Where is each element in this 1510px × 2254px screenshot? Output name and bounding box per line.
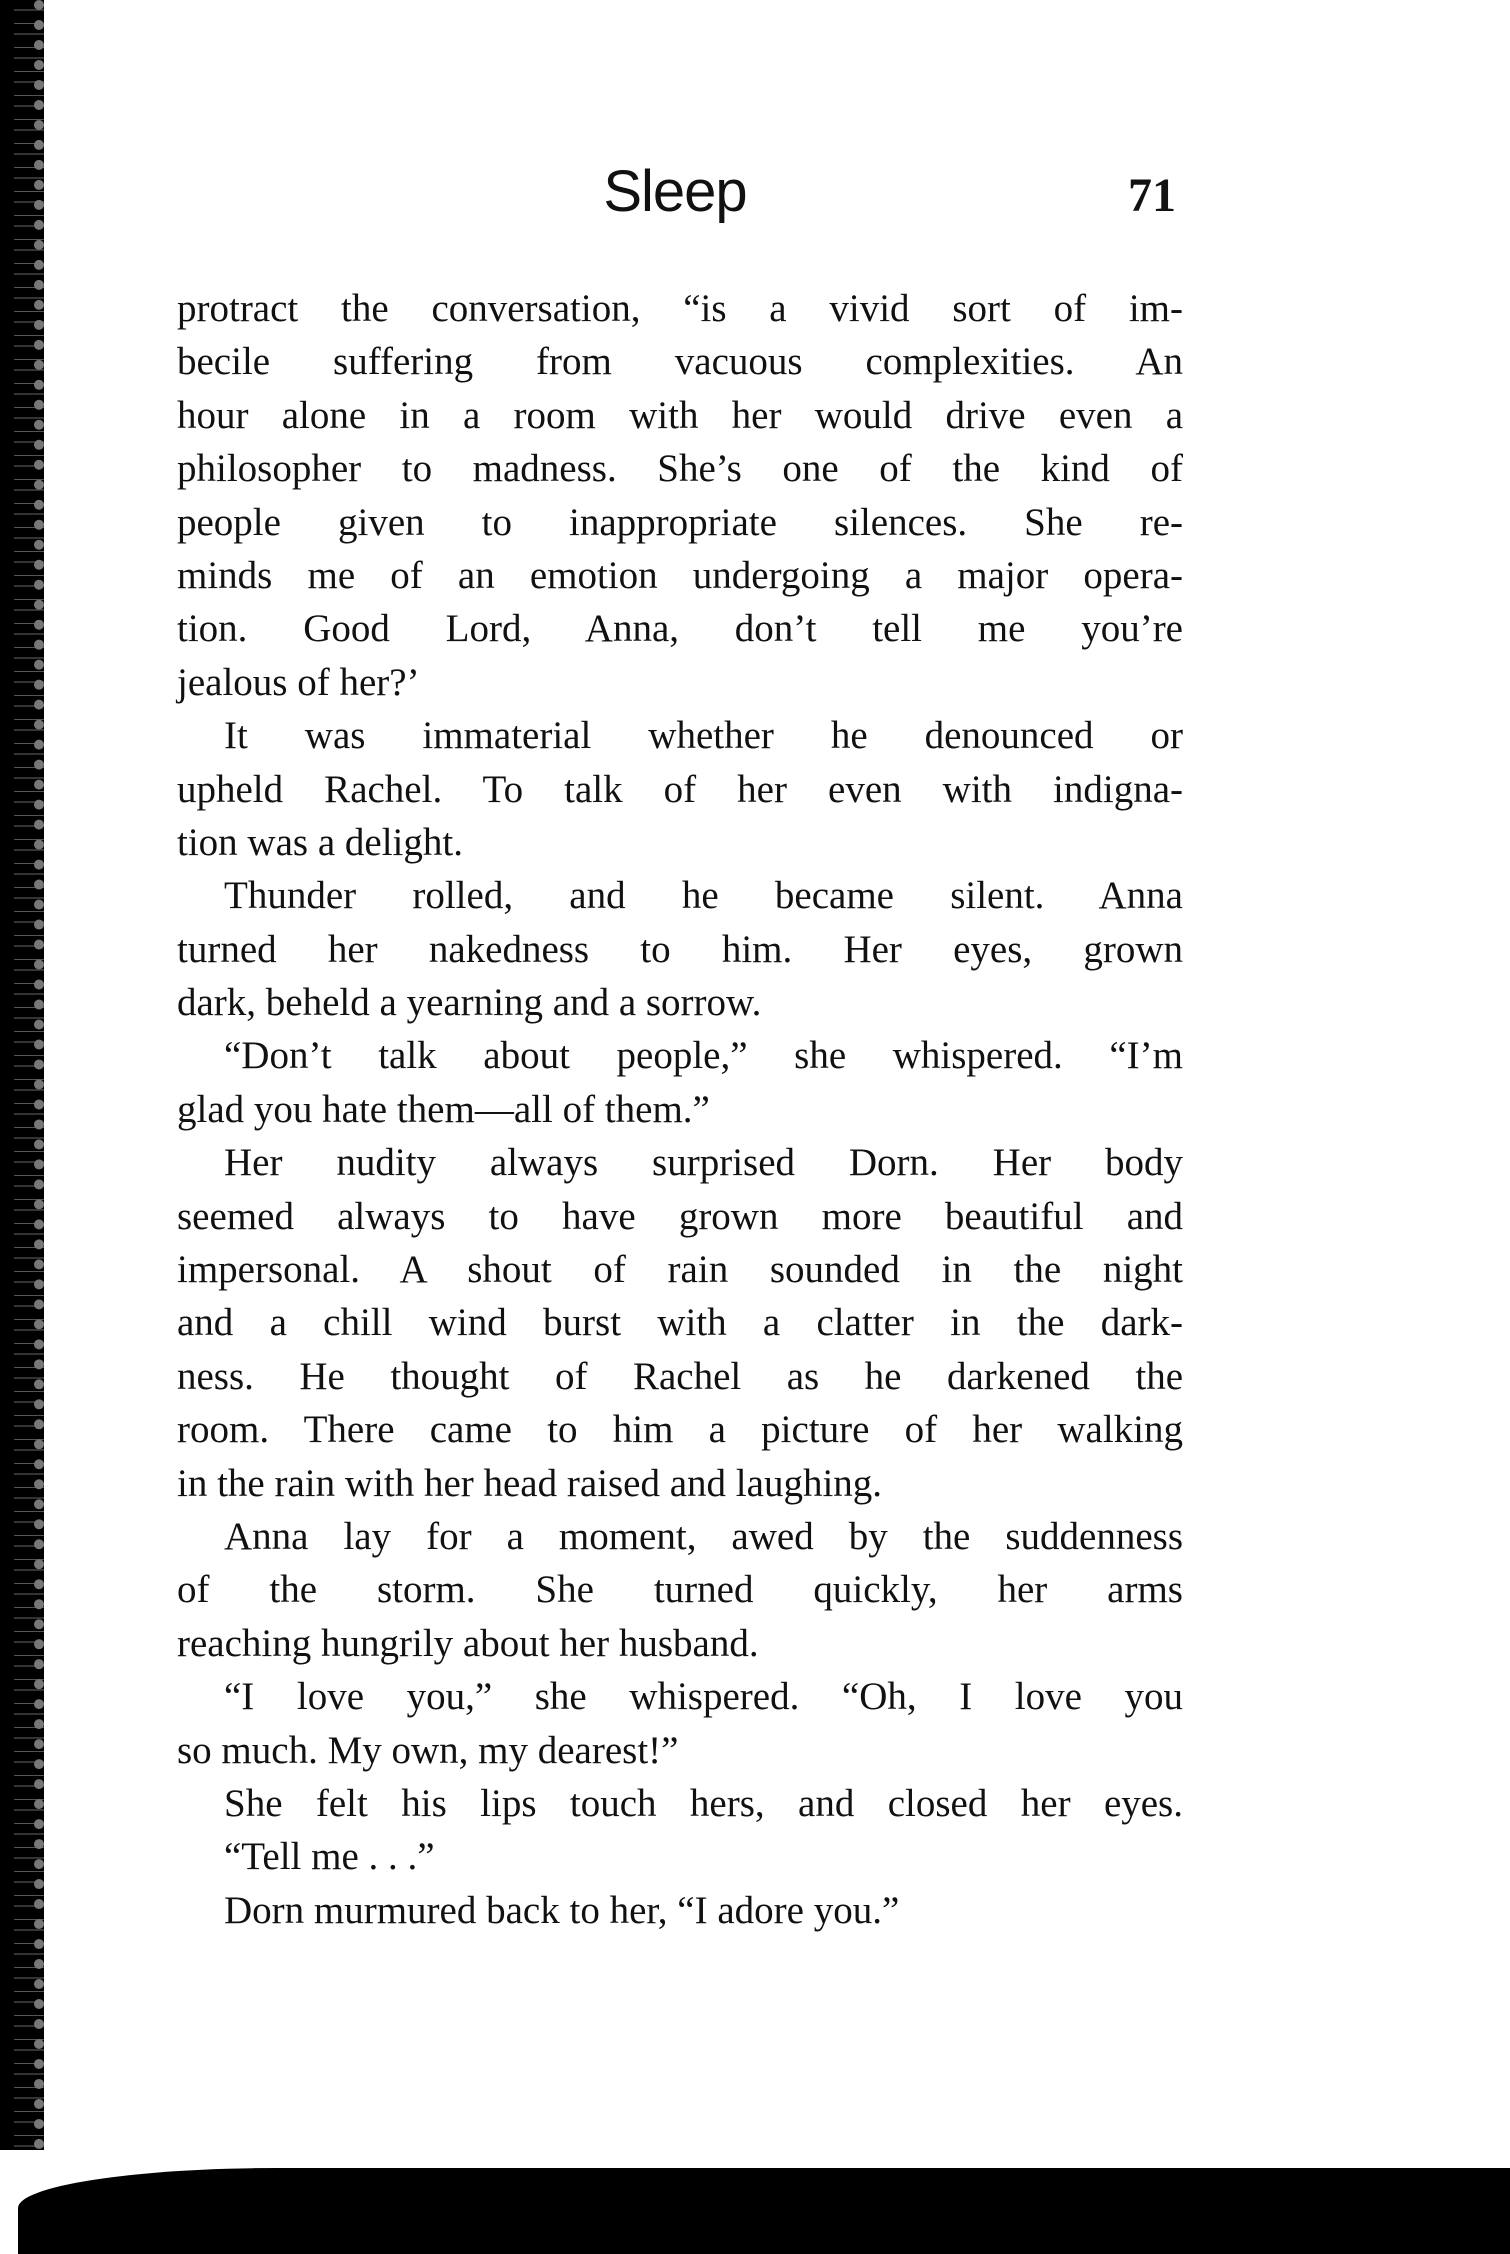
text-line: Her nudity always surprised Dorn. Her body bbox=[224, 1141, 1183, 1185]
paragraph bbox=[177, 869, 1183, 1029]
text-line: impersonal. A shout of rain sounded in the night bbox=[177, 1248, 1183, 1292]
text-line: hour alone in a room with her would drive even a bbox=[177, 393, 1183, 437]
text-line: seemed always to have grown more beautiful and bbox=[177, 1194, 1183, 1238]
scan-bottom-shadow bbox=[18, 2168, 1510, 2254]
text-line: Thunder rolled, and he became silent. Anna bbox=[224, 874, 1183, 918]
text-line: philosopher to madness. She’s one of the kind of bbox=[177, 447, 1183, 491]
text-line: turned her nakedness to him. Her eyes, grown bbox=[177, 927, 1183, 971]
text-line: room. There came to him a picture of her walking bbox=[177, 1408, 1183, 1452]
paragraph bbox=[177, 1830, 1183, 1883]
text-line: tion was a delight. bbox=[177, 820, 463, 864]
text-line: Dorn murmured back to her, “I adore you.” bbox=[224, 1888, 900, 1932]
paragraph bbox=[177, 282, 1183, 709]
paragraph bbox=[177, 1029, 1183, 1136]
text-line: and a chill wind burst with a clatter in the dark- bbox=[177, 1301, 1183, 1345]
paragraph bbox=[177, 1670, 1183, 1777]
text-line: dark, beheld a yearning and a sorrow. bbox=[177, 981, 762, 1025]
paragraph bbox=[177, 1136, 1183, 1510]
text-line: people given to inappropriate silences. She re- bbox=[177, 500, 1183, 544]
scan-binding-edge-dark bbox=[0, 0, 14, 2150]
text-line: protract the conversation, “is a vivid sort of im- bbox=[177, 287, 1183, 330]
paragraph bbox=[177, 1884, 1183, 1937]
paragraph bbox=[177, 1777, 1183, 1830]
text-line: minds me of an emotion undergoing a major opera- bbox=[177, 553, 1183, 597]
text-line: ness. He thought of Rachel as he darkened the bbox=[177, 1354, 1183, 1398]
text-line: reaching hungrily about her husband. bbox=[177, 1621, 759, 1665]
text-line: “Don’t talk about people,” she whispered. “I’m bbox=[224, 1034, 1183, 1078]
paragraph bbox=[177, 709, 1183, 869]
text-line: glad you hate them—all of them.” bbox=[177, 1087, 710, 1131]
text-line: “Tell me . . .” bbox=[224, 1835, 435, 1879]
text-line: upheld Rachel. To talk of her even with indigna- bbox=[177, 767, 1183, 811]
text-line: Anna lay for a moment, awed by the suddenness bbox=[224, 1514, 1183, 1558]
body-text bbox=[177, 282, 1183, 1937]
text-line: in the rain with her head raised and laughing. bbox=[177, 1461, 883, 1505]
page-number: 71 bbox=[1128, 169, 1176, 222]
running-head: Sleep bbox=[603, 159, 747, 224]
text-line: so much. My own, my dearest!” bbox=[177, 1728, 679, 1772]
paragraph bbox=[177, 1510, 1183, 1670]
text-line: She felt his lips touch hers, and closed her eyes. bbox=[224, 1781, 1183, 1825]
text-line: becile suffering from vacuous complexities. An bbox=[177, 340, 1183, 384]
text-line: It was immaterial whether he denounced or bbox=[224, 714, 1183, 758]
text-line: tion. Good Lord, Anna, don’t tell me you’re bbox=[177, 607, 1183, 651]
text-line: “I love you,” she whispered. “Oh, I love you bbox=[224, 1675, 1183, 1719]
text-line: jealous of her?’ bbox=[177, 660, 420, 704]
text-line: of the storm. She turned quickly, her arms bbox=[177, 1568, 1183, 1612]
